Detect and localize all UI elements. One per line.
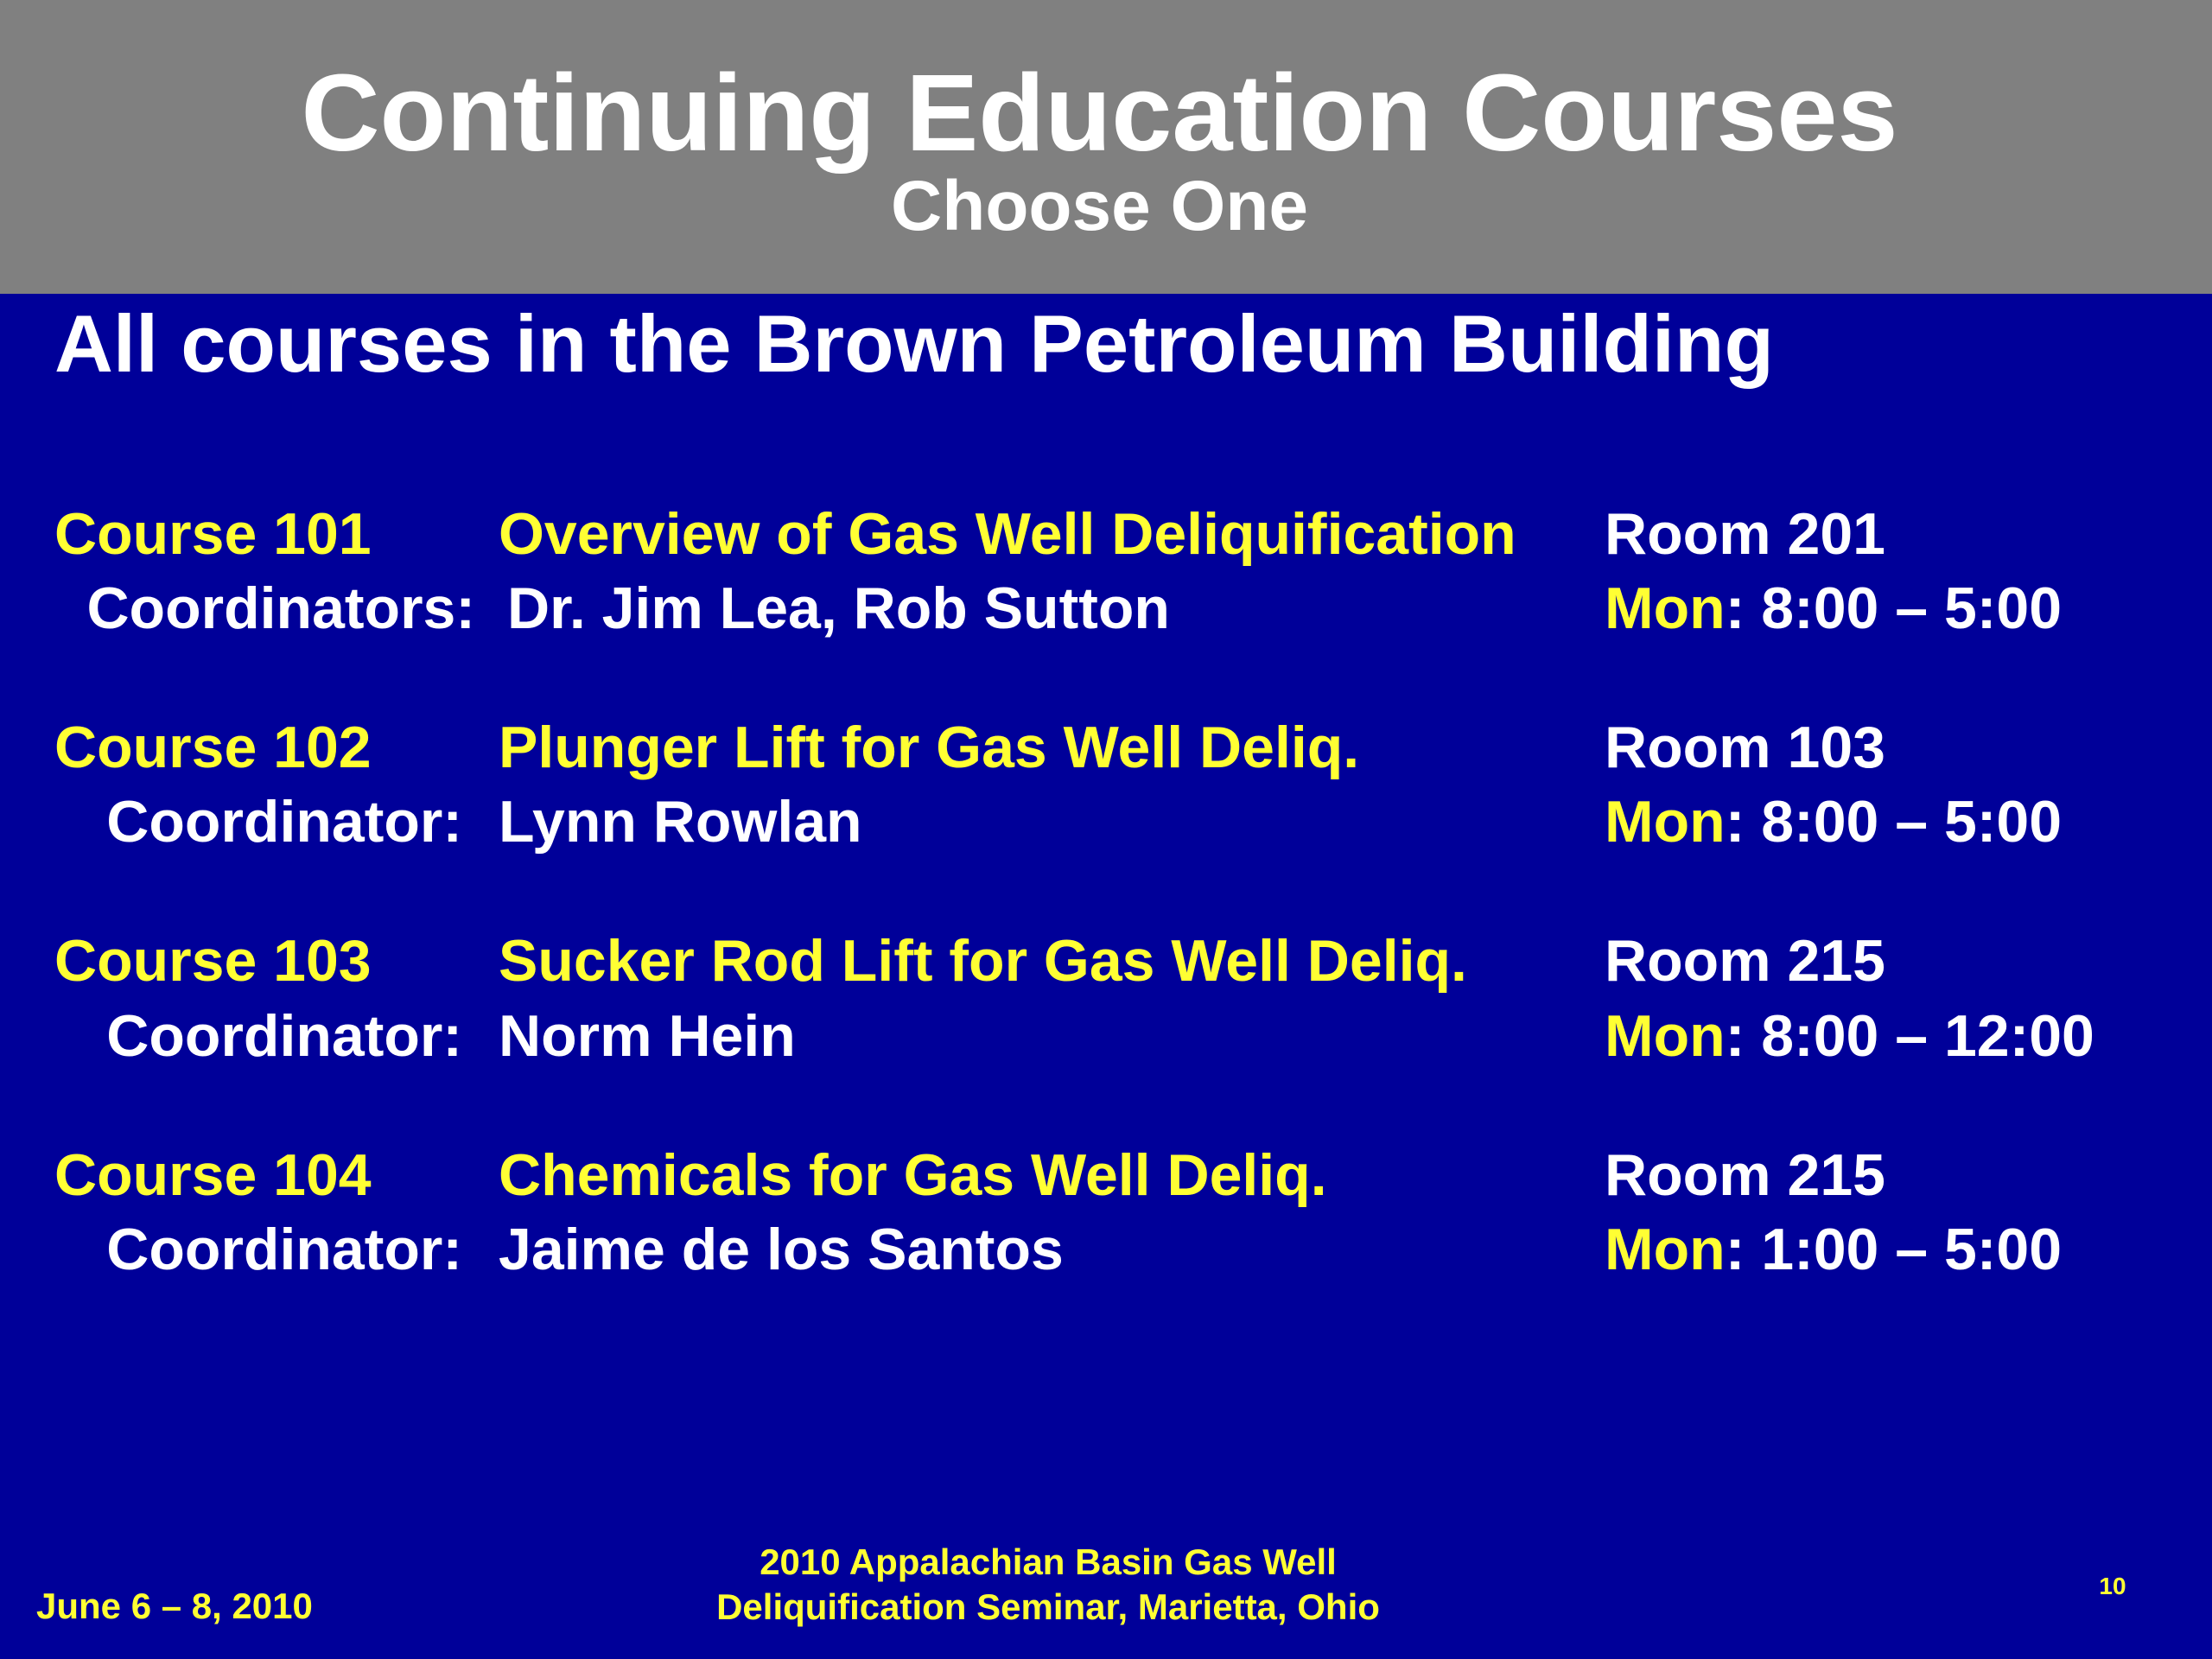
footer-date: June 6 – 8, 2010	[36, 1586, 313, 1626]
course-101-title: Overview of Gas Well Deliquification	[499, 501, 1516, 567]
course-104-coordinator: Jaime de los Santos	[499, 1217, 1064, 1282]
course-104-code: Course 104	[54, 1142, 372, 1208]
footer-event-line-1: 2010 Appalachian Basin Gas Well	[760, 1541, 1337, 1582]
course-104-day: Mon	[1605, 1217, 1726, 1282]
course-103-day: Mon	[1605, 1003, 1726, 1069]
course-104-room: Room 215	[1605, 1142, 1885, 1208]
course-101-time: : 8:00 – 5:00	[1725, 575, 2063, 641]
course-102-day: Mon	[1605, 789, 1726, 855]
course-101-coordinator: Dr. Jim Lea, Rob Sutton	[507, 575, 1170, 641]
course-104-title: Chemicals for Gas Well Deliq.	[499, 1142, 1327, 1208]
course-102-coordinator: Lynn Rowlan	[499, 789, 862, 855]
course-101-coordinator-label: Coordinators:	[86, 575, 475, 641]
slide-number: 10	[2099, 1573, 2126, 1599]
course-102-code: Course 102	[54, 715, 372, 780]
course-103-time: : 8:00 – 12:00	[1725, 1003, 2094, 1069]
course-104-schedule	[1605, 1215, 2062, 1284]
footer-event	[616, 1540, 1480, 1630]
course-101-room: Room 201	[1605, 501, 1885, 567]
course-103-schedule	[1605, 1001, 2094, 1071]
location-note: All courses in the Brown Petroleum Building	[54, 298, 1774, 389]
course-104-time: : 1:00 – 5:00	[1725, 1217, 2063, 1282]
course-103-coordinator: Norm Hein	[499, 1003, 796, 1069]
course-101-schedule	[1605, 574, 2062, 643]
course-103-coordinator-label: Coordinator:	[106, 1003, 462, 1069]
course-104-coordinator-label: Coordinator:	[106, 1217, 462, 1282]
footer-event-line-2: Deliquification Seminar, Marietta, Ohio	[716, 1586, 1380, 1627]
title-banner	[0, 0, 2212, 294]
course-102-coordinator-label: Coordinator:	[106, 789, 462, 855]
course-103-room: Room 215	[1605, 928, 1885, 994]
course-102-time: : 8:00 – 5:00	[1725, 789, 2063, 855]
course-102-room: Room 103	[1605, 715, 1885, 780]
slide-title: Continuing Education Courses	[301, 52, 1898, 174]
course-102-title: Plunger Lift for Gas Well Deliq.	[499, 715, 1360, 780]
course-101-day: Mon	[1605, 575, 1726, 641]
course-102-schedule	[1605, 787, 2062, 856]
slide-subtitle: Choose One	[891, 167, 1308, 245]
course-101-code: Course 101	[54, 501, 372, 567]
course-103-code: Course 103	[54, 928, 372, 994]
course-103-title: Sucker Rod Lift for Gas Well Deliq.	[499, 928, 1467, 994]
